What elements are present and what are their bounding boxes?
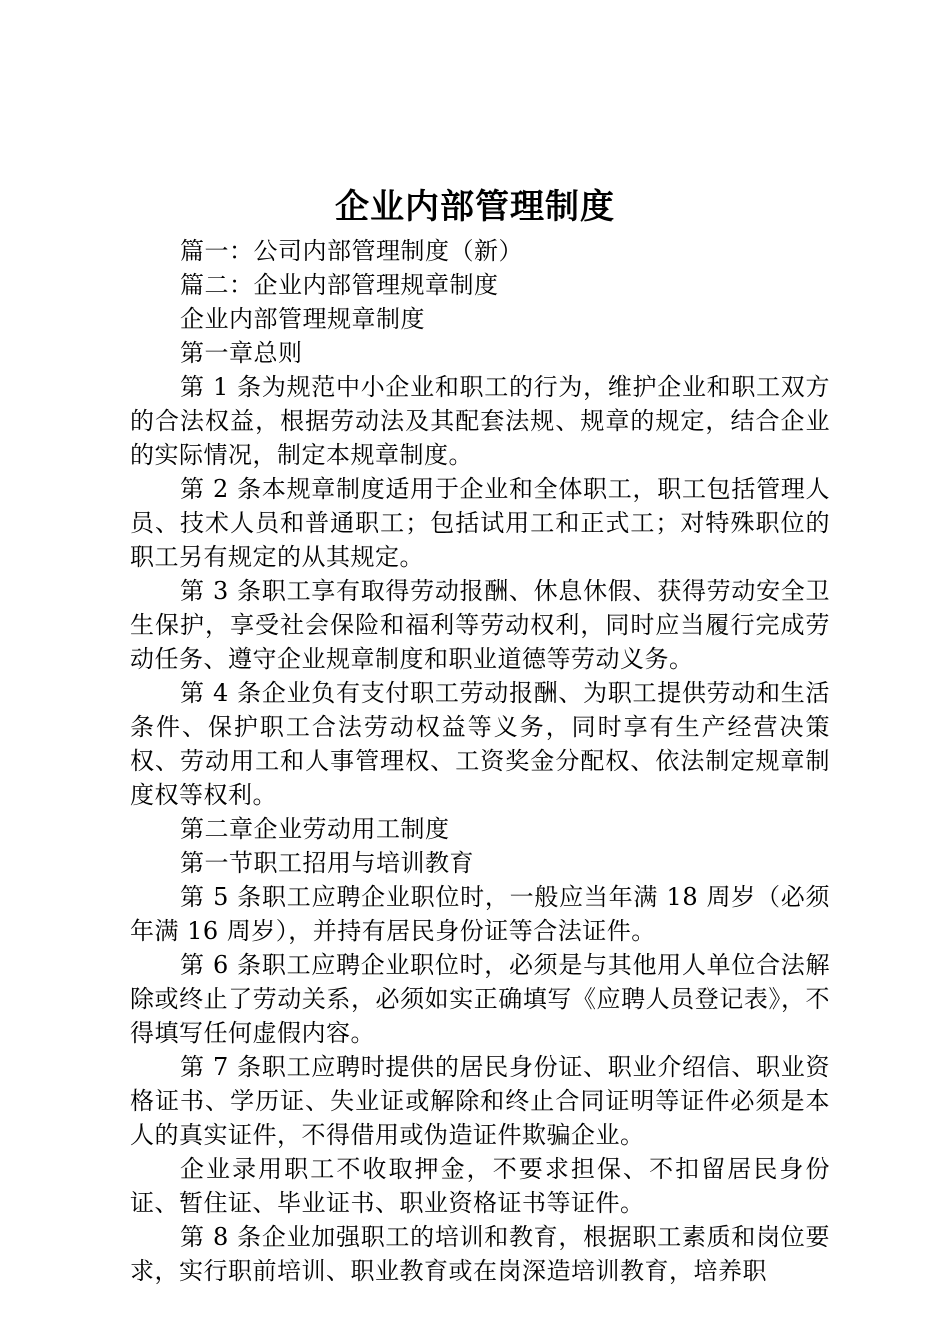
section-heading: 第一节职工招用与培训教育 <box>180 849 474 877</box>
paragraph: 第 1 条为规范中小企业和职工的行为，维护企业和职工双方的合法权益，根据劳动法及其配套法规、规章的规定，结合企业的实际情况，制定本规章制度。 <box>130 373 830 469</box>
paragraph: 第 3 条职工享有取得劳动报酬、休息休假、获得劳动安全卫生保护，享受社会保险和福利等劳动权利，同时应当履行完成劳动任务、遵守企业规章制度和职业道德等劳动义务。 <box>130 577 830 673</box>
paragraph: 第 4 条企业负有支付职工劳动报酬、为职工提供劳动和生活条件、保护职工合法劳动权益等义务，同时享有生产经营决策权、劳动用工和人事管理权、工资奖金分配权、依法制定规章制度权等权利。 <box>130 679 830 809</box>
paragraph-article-one: 篇一：公司内部管理制度（新） <box>180 237 523 265</box>
paragraph: 第 8 条企业加强职工的培训和教育，根据职工素质和岗位要求，实行职前培训、职业教育或在岗深造培训教育，培养职 <box>130 1223 830 1285</box>
document-title: 企业内部管理制度 <box>335 187 615 227</box>
chapter-heading: 第一章总则 <box>180 339 303 367</box>
document-body <box>130 234 830 1288</box>
paragraph-article-two: 篇二：企业内部管理规章制度 <box>180 271 499 299</box>
paragraph: 第 7 条职工应聘时提供的居民身份证、职业介绍信、职业资格证书、学历证、失业证或解除和终止合同证明等证件必须是本人的真实证件，不得借用或伪造证件欺骗企业。 <box>130 1053 830 1149</box>
paragraph: 第 2 条本规章制度适用于企业和全体职工，职工包括管理人员、技术人员和普通职工；包括试用工和正式工；对特殊职位的职工另有规定的从其规定。 <box>130 475 830 571</box>
chapter-heading: 第二章企业劳动用工制度 <box>180 815 450 843</box>
paragraph-subtitle: 企业内部管理规章制度 <box>180 305 425 333</box>
paragraph: 第 5 条职工应聘企业职位时，一般应当年满 18 周岁（必须年满 16 周岁），并持有居民身份证等合法证件。 <box>130 883 830 945</box>
paragraph: 第 6 条职工应聘企业职位时，必须是与其他用人单位合法解除或终止了劳动关系，必须如实正确填写《应聘人员登记表》，不得填写任何虚假内容。 <box>130 951 830 1047</box>
paragraph: 企业录用职工不收取押金，不要求担保、不扣留居民身份证、暂住证、毕业证书、职业资格证书等证件。 <box>130 1155 830 1217</box>
